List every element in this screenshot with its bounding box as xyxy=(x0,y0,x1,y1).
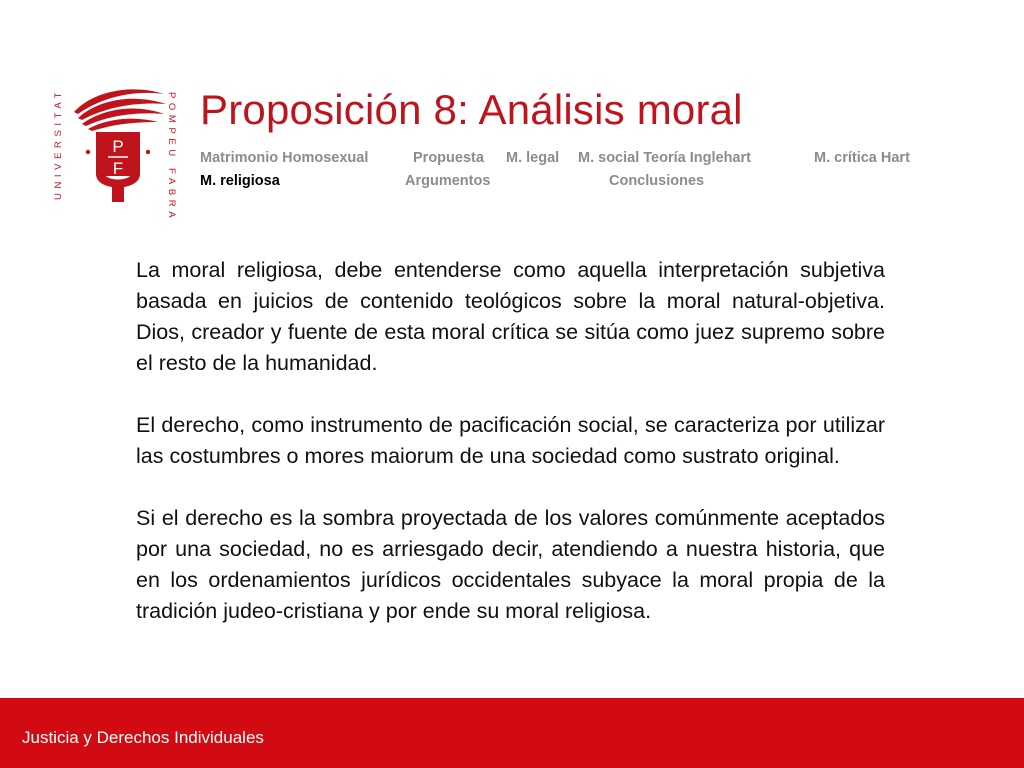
nav-item-propuesta[interactable]: Propuesta xyxy=(413,150,484,166)
slide-body xyxy=(136,255,885,627)
upf-emblem-icon xyxy=(64,82,172,207)
nav-item-m-critica-hart[interactable]: M. crítica Hart xyxy=(814,150,910,166)
slide-navigation xyxy=(200,150,960,196)
nav-row-1 xyxy=(200,150,960,173)
slide-title: Proposición 8: Análisis moral xyxy=(200,86,743,133)
footer-text: Justicia y Derechos Individuales xyxy=(22,728,264,747)
logo-letter-f: F xyxy=(112,159,124,178)
logo-universitat-text: UNIVERSITAT xyxy=(53,87,64,200)
upf-logo xyxy=(40,82,188,223)
nav-item-m-religiosa[interactable]: M. religiosa xyxy=(200,173,280,189)
footer-bar xyxy=(0,698,1024,768)
nav-row-2 xyxy=(200,173,960,196)
nav-item-m-legal[interactable]: M. legal xyxy=(506,150,560,166)
logo-letter-p: P xyxy=(112,137,124,156)
nav-item-argumentos[interactable]: Argumentos xyxy=(405,173,491,189)
nav-item-m-social-teoria-inglehart[interactable]: M. social Teoría Inglehart xyxy=(578,150,751,166)
nav-item-conclusiones[interactable]: Conclusiones xyxy=(609,173,705,189)
body-paragraph-2: El derecho, como instrumento de pacificación social, se caracteriza por utilizar las costumbres o mores maiorum de una sociedad como sustrato original. xyxy=(136,413,885,468)
body-paragraph-1: La moral religiosa, debe entenderse como aquella interpretación subjetiva basada en juicios de contenido teológicos sobre la moral natural-objetiva. Dios, creador y fuente de esta moral crítica se sitúa como juez supremo sobre el resto de la humanidad. xyxy=(136,258,885,375)
body-paragraph-3: Si el derecho es la sombra proyectada de los valores comúnmente aceptados por una sociedad, no es arriesgado decir, atendiendo a nuestra historia, que en los ordenamientos jurídicos occidentales subyace la moral propia de la tradición judeo-cristiana y por ende su moral religiosa. xyxy=(136,506,885,623)
nav-item-matrimonio-homosexual[interactable]: Matrimonio Homosexual xyxy=(200,150,369,166)
logo-pompeu-fabra-text: POMPEU FABRA xyxy=(166,92,177,223)
